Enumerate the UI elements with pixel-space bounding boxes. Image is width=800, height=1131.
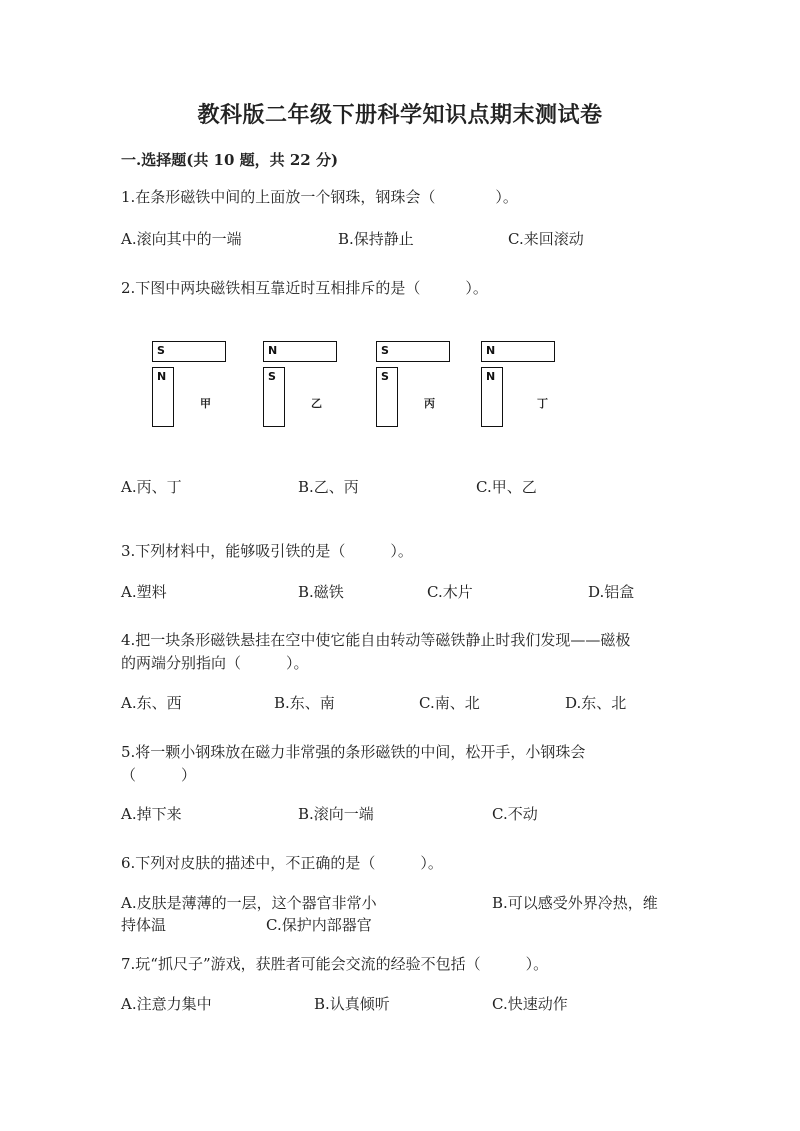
question-4-line2: 的两端分别指向（ ）。 (121, 654, 309, 672)
q6-option-a: A.皮肤是薄薄的一层，这个器官非常小 (121, 894, 377, 912)
pole-label: N (486, 344, 496, 357)
pole-label: S (157, 344, 165, 357)
horizontal-magnet (152, 341, 226, 362)
page-title: 教科版二年级下册科学知识点期末测试卷 (197, 102, 603, 128)
q1-option-c: C.来回滚动 (508, 230, 584, 248)
q3-option-b: B.磁铁 (298, 583, 344, 601)
pole-label: N (486, 370, 496, 383)
q2-option-b: B.乙、丙 (298, 478, 359, 496)
pole-label: N (157, 370, 167, 383)
q6-option-b: B.可以感受外界冷热，维 (492, 894, 658, 912)
magnet-pair-label: 甲 (200, 397, 211, 410)
q3-option-a: A.塑料 (121, 583, 167, 601)
q5-option-b: B.滚向一端 (298, 805, 374, 823)
q7-option-b: B.认真倾听 (314, 995, 390, 1013)
q4-option-d: D.东、北 (565, 694, 627, 712)
magnet-figure (150, 341, 570, 431)
horizontal-magnet (481, 341, 555, 362)
horizontal-magnet (376, 341, 450, 362)
q5-option-c: C.不动 (492, 805, 538, 823)
magnet-pair-bing (376, 341, 456, 431)
q6-option-c: C.保护内部器官 (266, 916, 372, 934)
vertical-magnet (263, 367, 285, 427)
magnet-pair-yi (263, 341, 343, 431)
pole-label: S (268, 370, 276, 383)
magnet-pair-jia (152, 341, 232, 431)
q7-option-a: A.注意力集中 (121, 995, 212, 1013)
q1-option-a: A.滚向其中的一端 (121, 230, 242, 248)
q3-option-c: C.木片 (427, 583, 473, 601)
vertical-magnet (481, 367, 503, 427)
pole-label: S (381, 344, 389, 357)
question-6: 6.下列对皮肤的描述中，不正确的是（ ）。 (121, 854, 443, 872)
question-1: 1.在条形磁铁中间的上面放一个钢珠，钢珠会（ ）。 (121, 188, 518, 206)
q2-option-a: A.丙、丁 (121, 478, 182, 496)
magnet-pair-label: 丙 (424, 397, 435, 410)
question-7: 7.玩“抓尺子”游戏，获胜者可能会交流的经验不包括（ ）。 (121, 955, 549, 973)
q6-option-b-continued: 持体温 (121, 916, 167, 934)
magnet-pair-ding (481, 341, 561, 431)
pole-label: S (381, 370, 389, 383)
section-title: 一.选择题(共 10 题，共 22 分) (121, 151, 339, 169)
question-2: 2.下图中两块磁铁相互靠近时互相排斥的是（ ）。 (121, 279, 488, 297)
magnet-pair-label: 乙 (311, 397, 322, 410)
vertical-magnet (376, 367, 398, 427)
question-4-line1: 4.把一块条形磁铁悬挂在空中使它能自由转动等磁铁静止时我们发现——磁极 (121, 631, 631, 649)
question-5-line1: 5.将一颗小钢珠放在磁力非常强的条形磁铁的中间，松开手，小钢珠会 (121, 743, 586, 761)
q4-option-c: C.南、北 (419, 694, 480, 712)
q7-option-c: C.快速动作 (492, 995, 568, 1013)
pole-label: N (268, 344, 278, 357)
q5-option-a: A.掉下来 (121, 805, 182, 823)
question-3: 3.下列材料中，能够吸引铁的是（ ）。 (121, 542, 413, 560)
horizontal-magnet (263, 341, 337, 362)
vertical-magnet (152, 367, 174, 427)
q4-option-b: B.东、南 (274, 694, 335, 712)
q2-option-c: C.甲、乙 (476, 478, 537, 496)
q1-option-b: B.保持静止 (338, 230, 414, 248)
question-5-line2: （ ） (121, 766, 197, 784)
q3-option-d: D.铝盒 (588, 583, 635, 601)
q4-option-a: A.东、西 (121, 694, 182, 712)
magnet-pair-label: 丁 (537, 397, 548, 410)
